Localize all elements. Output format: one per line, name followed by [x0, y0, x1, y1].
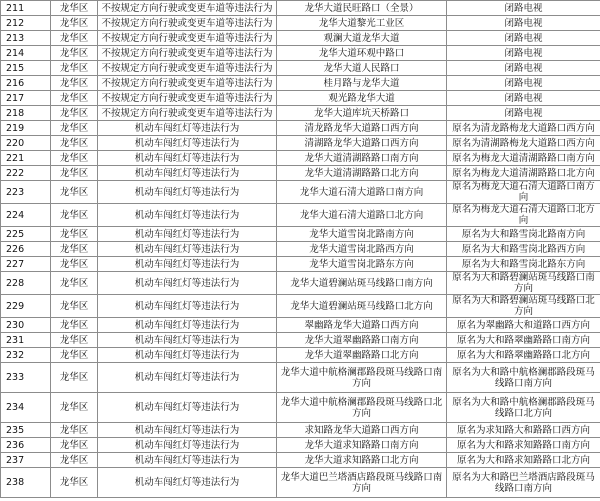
district-cell: 龙华区	[51, 106, 98, 121]
note-cell: 原名为清龙路梅龙大道路口西方向	[447, 121, 600, 136]
violation-type-cell: 机动车闯红灯等违法行为	[98, 393, 277, 423]
table-row	[1, 453, 600, 468]
note-cell: 原名为大和路求知路路口南方向	[447, 438, 600, 453]
note-cell: 原名为大和路中航格澜郡路段斑马线路口北方向	[447, 393, 600, 423]
district-cell: 龙华区	[51, 181, 98, 204]
note-cell: 原名为大和路碧澜站斑马线路口南方向	[447, 272, 600, 295]
location-cell: 龙华大道翠幽路路口北方向	[277, 348, 447, 363]
table-row	[1, 318, 600, 333]
violation-type-cell: 机动车闯红灯等违法行为	[98, 181, 277, 204]
table-row	[1, 363, 600, 393]
district-cell: 龙华区	[51, 61, 98, 76]
violation-type-cell: 机动车闯红灯等违法行为	[98, 453, 277, 468]
district-cell: 龙华区	[51, 151, 98, 166]
row-number: 218	[1, 106, 51, 121]
district-cell: 龙华区	[51, 16, 98, 31]
violation-type-cell: 不按规定方向行驶或变更车道等违法行为	[98, 76, 277, 91]
note-cell: 闭路电视	[447, 46, 600, 61]
row-number: 221	[1, 151, 51, 166]
row-number: 214	[1, 46, 51, 61]
note-cell: 原名为大和路雪岗北路西方向	[447, 242, 600, 257]
row-number: 224	[1, 204, 51, 227]
note-cell: 闭路电视	[447, 91, 600, 106]
note-cell: 原名为大和路雪岗北路南方向	[447, 227, 600, 242]
note-cell: 原名为梅龙大道石清大道路口南方向	[447, 181, 600, 204]
row-number: 232	[1, 348, 51, 363]
location-cell: 龙华大道清湖路路口北方向	[277, 166, 447, 181]
violation-type-cell: 机动车闯红灯等违法行为	[98, 204, 277, 227]
note-cell: 原名为清湖路梅龙大道路口西方向	[447, 136, 600, 151]
location-cell: 龙华大道人民路口	[277, 61, 447, 76]
note-cell: 原名为大和路雪岗北路东方向	[447, 257, 600, 272]
table-row	[1, 121, 600, 136]
table-row	[1, 91, 600, 106]
table-row	[1, 16, 600, 31]
location-cell: 龙华大道石清大道路口北方向	[277, 204, 447, 227]
row-number: 211	[1, 1, 51, 16]
district-cell: 龙华区	[51, 1, 98, 16]
table-row	[1, 393, 600, 423]
note-cell: 闭路电视	[447, 76, 600, 91]
row-number: 230	[1, 318, 51, 333]
location-cell: 翠幽路龙华大道路口西方向	[277, 318, 447, 333]
row-number: 216	[1, 76, 51, 91]
violation-type-cell: 机动车闯红灯等违法行为	[98, 318, 277, 333]
note-cell: 原名为大和路求知路路口北方向	[447, 453, 600, 468]
district-cell: 龙华区	[51, 136, 98, 151]
row-number: 228	[1, 272, 51, 295]
table-row	[1, 242, 600, 257]
violation-type-cell: 机动车闯红灯等违法行为	[98, 136, 277, 151]
table-row	[1, 31, 600, 46]
table-row	[1, 204, 600, 227]
note-cell: 原名为梅龙大道石清大道路口北方向	[447, 204, 600, 227]
location-cell: 龙华大道雪岗北路南方向	[277, 227, 447, 242]
note-cell: 原名为大和路巴兰塔酒店路段斑马线路口南方向	[447, 468, 600, 498]
row-number: 220	[1, 136, 51, 151]
location-cell: 龙华大道石清大道路口南方向	[277, 181, 447, 204]
district-cell: 龙华区	[51, 46, 98, 61]
district-cell: 龙华区	[51, 438, 98, 453]
note-cell: 原名为大和路中航格澜郡路段斑马线路口南方向	[447, 363, 600, 393]
note-cell: 原名为翠幽路大和道路口西方向	[447, 318, 600, 333]
row-number: 235	[1, 423, 51, 438]
violation-type-cell: 机动车闯红灯等违法行为	[98, 468, 277, 498]
district-cell: 龙华区	[51, 166, 98, 181]
violation-type-cell: 机动车闯红灯等违法行为	[98, 121, 277, 136]
table-row	[1, 61, 600, 76]
district-cell: 龙华区	[51, 204, 98, 227]
district-cell: 龙华区	[51, 76, 98, 91]
district-cell: 龙华区	[51, 468, 98, 498]
violation-type-cell: 不按规定方向行驶或变更车道等违法行为	[98, 61, 277, 76]
table-row	[1, 76, 600, 91]
location-cell: 龙华大道求知路路口南方向	[277, 438, 447, 453]
location-cell: 龙华大道雪岗北路东方向	[277, 257, 447, 272]
row-number: 212	[1, 16, 51, 31]
table-body	[1, 1, 600, 498]
district-cell: 龙华区	[51, 393, 98, 423]
row-number: 231	[1, 333, 51, 348]
note-cell: 原名为求知路大和路路口西方向	[447, 423, 600, 438]
violation-type-cell: 机动车闯红灯等违法行为	[98, 423, 277, 438]
district-cell: 龙华区	[51, 121, 98, 136]
note-cell: 闭路电视	[447, 106, 600, 121]
violation-type-cell: 机动车闯红灯等违法行为	[98, 363, 277, 393]
table-row	[1, 333, 600, 348]
location-cell: 龙华大道中航格澜郡路段斑马线路口北方向	[277, 393, 447, 423]
violation-type-cell: 机动车闯红灯等违法行为	[98, 272, 277, 295]
row-number: 225	[1, 227, 51, 242]
note-cell: 闭路电视	[447, 16, 600, 31]
row-number: 215	[1, 61, 51, 76]
violation-type-cell: 机动车闯红灯等违法行为	[98, 166, 277, 181]
location-cell: 龙华大道环观中路口	[277, 46, 447, 61]
note-cell: 原名为大和路翠幽路路口南方向	[447, 333, 600, 348]
table-row	[1, 348, 600, 363]
location-cell: 求知路龙华大道路口西方向	[277, 423, 447, 438]
district-cell: 龙华区	[51, 333, 98, 348]
violation-type-cell: 不按规定方向行驶或变更车道等违法行为	[98, 1, 277, 16]
violation-type-cell: 机动车闯红灯等违法行为	[98, 295, 277, 318]
violation-type-cell: 机动车闯红灯等违法行为	[98, 333, 277, 348]
row-number: 236	[1, 438, 51, 453]
row-number: 219	[1, 121, 51, 136]
row-number: 226	[1, 242, 51, 257]
district-cell: 龙华区	[51, 31, 98, 46]
location-cell: 龙华大道求知路路口北方向	[277, 453, 447, 468]
table-row	[1, 46, 600, 61]
location-cell: 观光路龙华大道	[277, 91, 447, 106]
district-cell: 龙华区	[51, 257, 98, 272]
table-row	[1, 181, 600, 204]
district-cell: 龙华区	[51, 91, 98, 106]
district-cell: 龙华区	[51, 348, 98, 363]
row-number: 238	[1, 468, 51, 498]
violation-type-cell: 机动车闯红灯等违法行为	[98, 242, 277, 257]
note-cell: 原名为梅龙大道清湖路路口北方向	[447, 166, 600, 181]
note-cell: 原名为大和路翠幽路路口北方向	[447, 348, 600, 363]
violation-type-cell: 机动车闯红灯等违法行为	[98, 438, 277, 453]
location-cell: 观澜大道龙华大道	[277, 31, 447, 46]
district-cell: 龙华区	[51, 318, 98, 333]
location-cell: 桂月路与龙华大道	[277, 76, 447, 91]
district-cell: 龙华区	[51, 423, 98, 438]
violation-type-cell: 机动车闯红灯等违法行为	[98, 227, 277, 242]
row-number: 237	[1, 453, 51, 468]
location-cell: 龙华大道库坑天桥路口	[277, 106, 447, 121]
table-row	[1, 106, 600, 121]
violation-type-cell: 不按规定方向行驶或变更车道等违法行为	[98, 31, 277, 46]
row-number: 213	[1, 31, 51, 46]
row-number: 217	[1, 91, 51, 106]
district-cell: 龙华区	[51, 227, 98, 242]
table-row	[1, 272, 600, 295]
table-row	[1, 257, 600, 272]
location-cell: 龙华大道雪岗北路西方向	[277, 242, 447, 257]
row-number: 223	[1, 181, 51, 204]
location-cell: 龙华大道碧澜站斑马线路口北方向	[277, 295, 447, 318]
note-cell: 原名为大和路碧澜站斑马线路口北方向	[447, 295, 600, 318]
row-number: 233	[1, 363, 51, 393]
district-cell: 龙华区	[51, 295, 98, 318]
district-cell: 龙华区	[51, 363, 98, 393]
location-cell: 龙华大道中航格澜郡路段斑马线路口南方向	[277, 363, 447, 393]
district-cell: 龙华区	[51, 242, 98, 257]
violation-type-cell: 机动车闯红灯等违法行为	[98, 257, 277, 272]
table-row	[1, 295, 600, 318]
table-row	[1, 1, 600, 16]
note-cell: 闭路电视	[447, 61, 600, 76]
table-row	[1, 468, 600, 498]
note-cell: 闭路电视	[447, 1, 600, 16]
row-number: 227	[1, 257, 51, 272]
location-cell: 龙华大道碧澜站斑马线路口南方向	[277, 272, 447, 295]
table-row	[1, 438, 600, 453]
location-cell: 龙华大道黎光工业区	[277, 16, 447, 31]
district-cell: 龙华区	[51, 453, 98, 468]
table-row	[1, 166, 600, 181]
location-cell: 龙华大道巴兰塔酒店路段斑马线路口南方向	[277, 468, 447, 498]
violation-type-cell: 机动车闯红灯等违法行为	[98, 151, 277, 166]
note-cell: 闭路电视	[447, 31, 600, 46]
row-number: 229	[1, 295, 51, 318]
location-cell: 清龙路龙华大道路口西方向	[277, 121, 447, 136]
violation-type-cell: 不按规定方向行驶或变更车道等违法行为	[98, 46, 277, 61]
district-cell: 龙华区	[51, 272, 98, 295]
table-row	[1, 227, 600, 242]
violation-type-cell: 不按规定方向行驶或变更车道等违法行为	[98, 106, 277, 121]
violation-type-cell: 机动车闯红灯等违法行为	[98, 348, 277, 363]
location-cell: 龙华大道民旺路口（全景）	[277, 1, 447, 16]
location-cell: 清湖路龙华大道路口西方向	[277, 136, 447, 151]
table-row	[1, 136, 600, 151]
table-row	[1, 423, 600, 438]
table-row	[1, 151, 600, 166]
row-number: 222	[1, 166, 51, 181]
note-cell: 原名为梅龙大道清湖路路口南方向	[447, 151, 600, 166]
location-cell: 龙华大道翠幽路路口南方向	[277, 333, 447, 348]
violation-type-cell: 不按规定方向行驶或变更车道等违法行为	[98, 91, 277, 106]
violation-type-cell: 不按规定方向行驶或变更车道等违法行为	[98, 16, 277, 31]
row-number: 234	[1, 393, 51, 423]
location-cell: 龙华大道清湖路路口南方向	[277, 151, 447, 166]
